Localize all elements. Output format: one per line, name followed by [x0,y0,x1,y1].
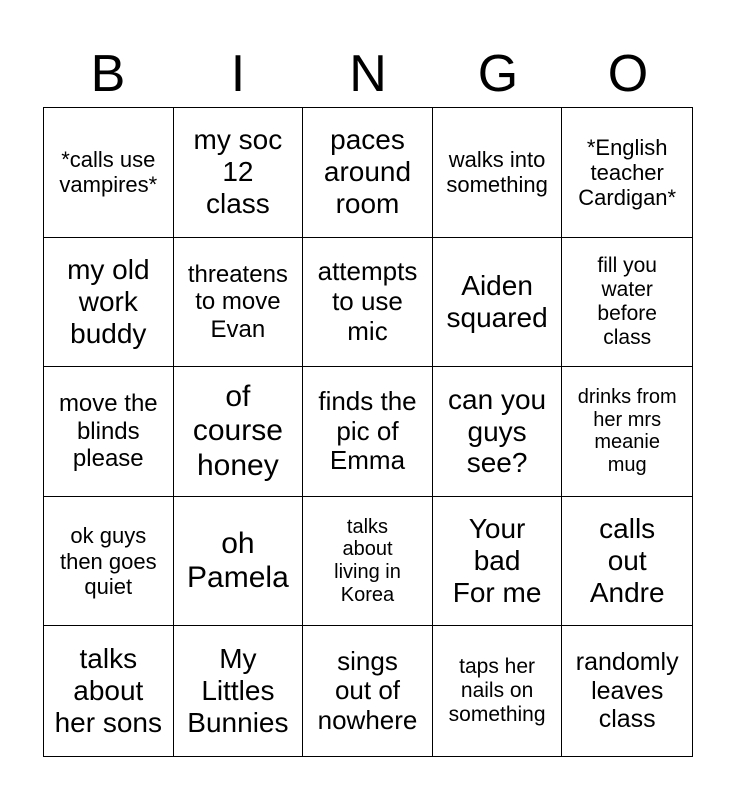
bingo-cell-text: My Littles Bunnies [187,643,289,739]
header-letter-g: G [477,45,519,103]
bingo-cell-r5-c4[interactable] [433,626,563,756]
bingo-cell-r5-c3[interactable] [303,626,433,756]
bingo-cell-r3-c3[interactable] [303,367,433,497]
bingo-cell-r3-c2[interactable] [174,367,304,497]
bingo-cell-text: of course honey [192,380,283,482]
bingo-cell-text: *calls use vampires* [59,147,158,198]
bingo-cell-r4-c5[interactable] [562,497,692,627]
bingo-cell-r1-c3[interactable] [303,108,433,238]
header-letter-b: B [90,45,126,103]
bingo-cell-text: move the blinds please [58,390,158,473]
header-letter-o: O [607,45,649,103]
bingo-cell-r3-c1[interactable] [44,367,174,497]
bingo-cell-r2-c5[interactable] [562,238,692,368]
bingo-cell-text: talks about living in Korea [334,515,401,606]
bingo-cell-r2-c4[interactable] [433,238,563,368]
bingo-cell-r1-c2[interactable] [174,108,304,238]
bingo-cell-text: talks about her sons [54,643,162,739]
bingo-cell-text: can you guys see? [448,383,547,479]
bingo-cell-text: my soc 12 class [193,124,283,220]
bingo-cell-text: my old work buddy [67,254,150,349]
bingo-cell-r5-c1[interactable] [44,626,174,756]
bingo-cell-text: finds the pic of Emma [318,386,417,476]
bingo-cell-r4-c3[interactable] [303,497,433,627]
bingo-cell-text: sings out of nowhere [317,645,418,735]
bingo-cell-r4-c4[interactable] [433,497,563,627]
bingo-cell-text: drinks from her mrs meanie mug [577,385,677,477]
bingo-cell-r2-c3[interactable] [303,238,433,368]
bingo-cell-r4-c2[interactable] [174,497,304,627]
bingo-board [43,107,693,757]
bingo-cell-text: randomly leaves class [575,648,679,734]
bingo-cell-text: walks into something [446,147,548,198]
bingo-cell-text: oh Pamela [187,526,289,595]
bingo-cell-r1-c4[interactable] [433,108,563,238]
bingo-cell-text: Aiden squared [446,269,548,333]
bingo-cell-text: calls out Andre [589,513,665,609]
bingo-cell-text: taps her nails on something [448,655,546,727]
bingo-cell-text: ok guys then goes quiet [59,523,157,599]
bingo-cell-r5-c2[interactable] [174,626,304,756]
bingo-cell-r3-c5[interactable] [562,367,692,497]
bingo-cell-text: *English teacher Cardigan* [578,134,677,210]
bingo-cell-r2-c1[interactable] [44,238,174,368]
bingo-cell-r2-c2[interactable] [174,238,304,368]
header-letter-i: I [230,45,246,103]
bingo-cell-text: threatens to move Evan [187,260,288,343]
bingo-cell-r4-c1[interactable] [44,497,174,627]
bingo-cell-r1-c1[interactable] [44,108,174,238]
bingo-cell-r1-c5[interactable] [562,108,692,238]
bingo-cell-text: paces around room [323,124,412,220]
bingo-cell-r3-c4[interactable] [433,367,563,497]
header-letter-n: N [349,45,387,103]
bingo-header [43,40,693,108]
bingo-cell-text: fill you water before class [597,254,657,349]
bingo-cell-r5-c5[interactable] [562,626,692,756]
bingo-cell-text: Your bad For me [452,513,542,609]
bingo-cell-text: attempts to use mic [317,256,418,346]
